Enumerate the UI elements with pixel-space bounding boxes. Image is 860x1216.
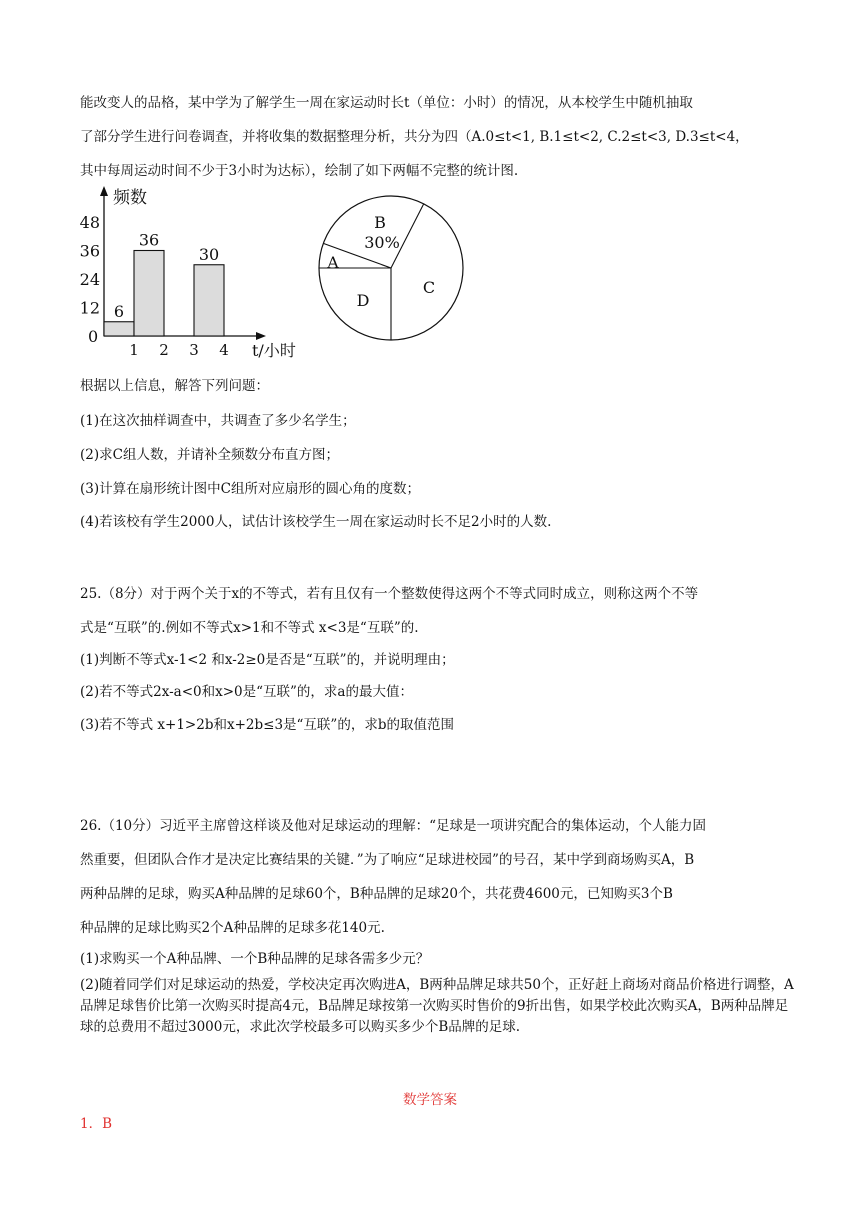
- x-axis-label: t/小时: [252, 341, 296, 360]
- bar-value-label: 6: [113, 301, 125, 321]
- answer-1: 1．B: [80, 1116, 113, 1132]
- pie-chart: [315, 182, 470, 342]
- x-axis-arrow: [256, 332, 266, 340]
- pie-label-b-percent: 30%: [364, 233, 400, 252]
- pie-label-a: A: [327, 253, 339, 272]
- q26-line-4: 种品牌的足球比购买2个A种品牌的足球多花140元.: [80, 920, 385, 936]
- q26-line-1: 26.（10分）习近平主席曾这样谈及他对足球运动的理解：“足球是一项讲究配合的集体运动，个人能力固: [80, 818, 707, 834]
- pie-label-c: C: [422, 278, 436, 297]
- q26-part-2: (2)随着同学们对足球运动的热爱，学校决定再次购进A，B两种品牌足球共50个，正好赶上商场对商品价格进行调整，A品牌足球售价比第一次购买时提高4元，B品牌足球按第一次购买时售价的9折出售，如果学校此次购买A，B两种品牌足球的总费用不超过3000元，求此次学校最多可以购买多少个B品牌的足球.: [80, 977, 794, 1035]
- x-tick-label: 1: [129, 341, 139, 359]
- y-tick-label: 0: [88, 327, 99, 346]
- x-tick-label: 3: [189, 341, 199, 359]
- y-tick-label: 24: [80, 270, 100, 289]
- histogram-chart: [80, 182, 310, 364]
- q24-part-1: (1)在这次抽样调查中，共调查了多少名学生；: [80, 413, 356, 429]
- pie-label-d: D: [356, 291, 370, 310]
- pie-label-b: B: [374, 213, 386, 232]
- y-axis-arrow: [100, 186, 108, 196]
- q24-intro-line-2: 了部分学生进行问卷调查，并将收集的数据整理分析，共分为四（A.0≤t<1, B.1≤t<2, C.2≤t<3, D.3≤t<4，: [80, 129, 749, 145]
- q24-intro-line-1: 能改变人的品格，某中学为了解学生一周在家运动时长t（单位：小时）的情况，从本校学生中随机抽取: [80, 95, 693, 111]
- q25-line-2: 式是“互联”的.例如不等式x>1和不等式 x<3是“互联”的.: [80, 620, 419, 636]
- q26-line-3: 两种品牌的足球，购买A种品牌的足球60个，B种品牌的足球20个，共花费4600元，已知购买3个B: [80, 886, 673, 902]
- q26-line-2: 然重要，但团队合作才是决定比赛结果的关键．”为了响应“足球进校园”的号召，某中学到商场购买A，B: [80, 852, 695, 868]
- bar-value-label: 36: [138, 230, 160, 250]
- bar: [134, 251, 164, 337]
- q24-part-4: (4)若该校有学生2000人，试估计该校学生一周在家运动时长不足2小时的人数.: [80, 514, 552, 530]
- x-tick-label: 2: [159, 341, 169, 359]
- y-tick-label: 12: [80, 298, 100, 318]
- x-tick-label: 4: [219, 341, 229, 359]
- y-axis-label: 频数: [113, 188, 147, 208]
- answer-title: 数学答案: [403, 1092, 457, 1108]
- bar: [104, 322, 134, 336]
- q25-part-3: (3)若不等式 x+1>2b和x+2b≤3是“互联”的，求b的取值范围: [80, 717, 454, 733]
- q26-part-1: (1)求购买一个A种品牌、一个B种品牌的足球各需多少元？: [80, 951, 430, 967]
- y-tick-label: 48: [80, 213, 100, 232]
- q25-part-1: (1)判断不等式x-1<2 和x-2≥0是否是“互联”的，并说明理由；: [80, 652, 455, 668]
- bar: [194, 265, 224, 336]
- q24-part-3: (3)计算在扇形统计图中C组所对应扇形的圆心角的度数；: [80, 481, 420, 497]
- bar-value-label: 30: [198, 244, 220, 264]
- q25-part-2: (2)若不等式2x-a<0和x>0是“互联”的，求a的最大值：: [80, 684, 413, 700]
- q24-instructions: 根据以上信息，解答下列问题：: [80, 378, 269, 394]
- q24-part-2: (2)求C组人数，并请补全频数分布直方图；: [80, 447, 339, 463]
- y-tick-label: 36: [80, 241, 100, 261]
- q24-intro-line-3: 其中每周运动时间不少于3小时为达标），绘制了如下两幅不完整的统计图.: [80, 163, 519, 179]
- q25-line-1: 25.（8分）对于两个关于x的不等式，若有且仅有一个整数使得这两个不等式同时成立，则称这两个不等: [80, 586, 699, 602]
